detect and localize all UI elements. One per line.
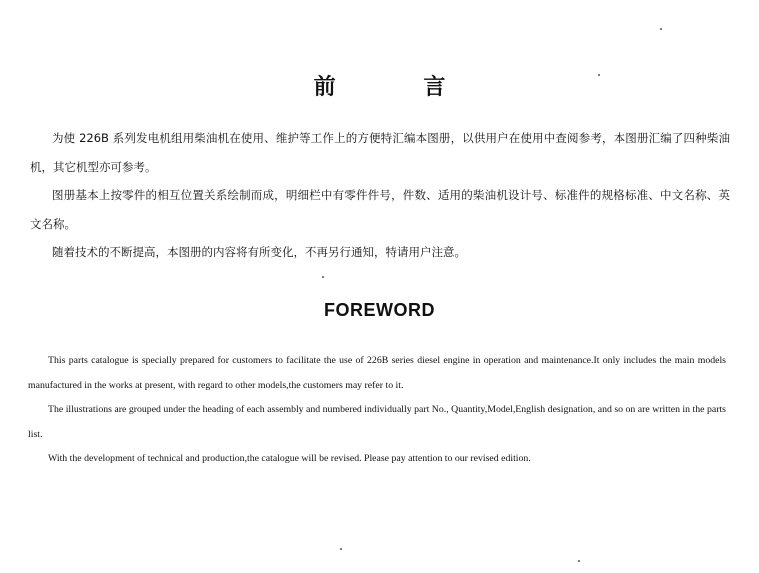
chinese-paragraph-3: 随着技术的不断提高，本图册的内容将有所变化，不再另行通知，特请用户注意。 [52, 245, 466, 259]
scan-speck [598, 74, 600, 76]
scan-speck [322, 276, 324, 278]
scan-speck [340, 548, 342, 550]
chinese-title: 前 言 [313, 74, 486, 100]
english-paragraph-2: The illustrations are grouped under the heading of each assembly and numbered individually part No., Quantity,Model,English designation, and so on are written in the parts list. [28, 404, 726, 440]
english-paragraph-1: This parts catalogue is specially prepared for customers to facilitate the use of 226B series diesel engine in operation and maintenance.It only includes the main models manufactured in the works at present, with regard to other models,the customers may refer to it. [28, 355, 726, 391]
chinese-paragraph-1: 为使 226B 系列发电机组用柴油机在使用、维护等工作上的方便特汇编本图册，以供用户在使用中查阅参考，本图册汇编了四种柴油机，其它机型亦可参考。 [30, 131, 730, 174]
english-paragraph-3: With the development of technical and production,the catalogue will be revised. Please pay attention to our revised edition. [48, 453, 531, 464]
english-title: FOREWORD [324, 300, 435, 320]
english-body [28, 349, 726, 472]
chinese-paragraph-2: 图册基本上按零件的相互位置关系绘制而成，明细栏中有零件件号，件数、适用的柴油机设计号、标准件的规格标准、中文名称、英文名称。 [30, 188, 730, 231]
scan-speck [578, 560, 580, 562]
chinese-body [30, 124, 730, 267]
scan-speck [660, 28, 662, 30]
